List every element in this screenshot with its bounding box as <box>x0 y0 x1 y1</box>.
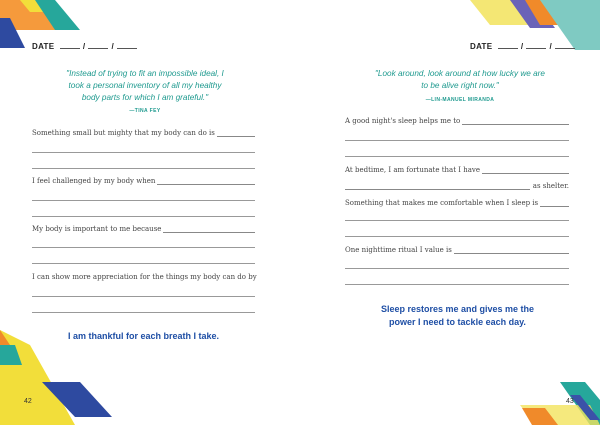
prompt: Something small but mighty that my body can do is <box>32 129 255 137</box>
quote: "Instead of trying to fit an impossible ideal, I took a personal inventory of all my healthy body parts for which I am grateful." <box>66 69 224 102</box>
answer-line[interactable] <box>482 173 569 174</box>
answer-line[interactable] <box>540 206 569 207</box>
prompt: Something that makes me comfortable when I sleep is <box>345 199 569 207</box>
answer-line[interactable] <box>157 184 255 185</box>
prompt-continuation: as shelter. <box>345 182 569 190</box>
date-label: DATE <box>32 42 55 51</box>
date-month-blank[interactable] <box>60 48 80 49</box>
answer-line[interactable] <box>345 220 569 221</box>
answer-line[interactable] <box>32 296 255 297</box>
date-year-blank[interactable] <box>555 48 575 49</box>
answer-line[interactable] <box>32 263 255 264</box>
date-separator: / <box>82 42 86 51</box>
answer-line[interactable] <box>345 140 569 141</box>
page-number: 42 <box>24 398 32 405</box>
quote-attribution: —TINA FEY <box>129 108 161 114</box>
date-separator: / <box>111 42 114 51</box>
answer-line[interactable] <box>32 152 255 153</box>
answer-line[interactable] <box>345 156 569 157</box>
answer-line[interactable] <box>345 268 569 269</box>
affirmation: Sleep restores me and gives me the power I need to tackle each day. <box>380 304 535 327</box>
prompt: A good night's sleep helps me to <box>345 117 569 125</box>
date-day-blank[interactable] <box>526 48 546 49</box>
answer-line[interactable] <box>345 189 530 190</box>
answer-line[interactable] <box>454 253 569 254</box>
quote: "Look around, look around at how lucky we are to be alive right now." <box>375 69 545 90</box>
date-separator: / <box>549 42 552 51</box>
answer-line[interactable] <box>32 247 255 248</box>
answer-line[interactable] <box>32 200 255 201</box>
answer-line[interactable] <box>32 216 255 217</box>
date-field[interactable] <box>470 42 578 51</box>
prompt: My body is important to me because <box>32 225 255 233</box>
date-month-blank[interactable] <box>498 48 518 49</box>
answer-line[interactable] <box>163 232 255 233</box>
prompt: At bedtime, I am fortunate that I have <box>345 166 569 174</box>
date-label: DATE <box>470 42 493 51</box>
date-field[interactable] <box>32 42 140 51</box>
page-number: 43 <box>566 398 574 405</box>
quote-attribution: —LIN-MANUEL MIRANDA <box>425 97 495 103</box>
answer-line[interactable] <box>217 136 255 137</box>
answer-line[interactable] <box>345 284 569 285</box>
date-day-blank[interactable] <box>88 48 108 49</box>
answer-line[interactable] <box>345 236 569 237</box>
affirmation: I am thankful for each breath I take. <box>67 331 220 341</box>
date-year-blank[interactable] <box>117 48 137 49</box>
prompt: I can show more appreciation for the things my body can do by <box>32 273 257 281</box>
date-separator: / <box>520 42 524 51</box>
prompt: I feel challenged by my body when <box>32 177 255 185</box>
answer-line[interactable] <box>32 312 255 313</box>
answer-line[interactable] <box>32 168 255 169</box>
answer-line[interactable] <box>462 124 569 125</box>
prompt: One nighttime ritual I value is <box>345 246 569 254</box>
